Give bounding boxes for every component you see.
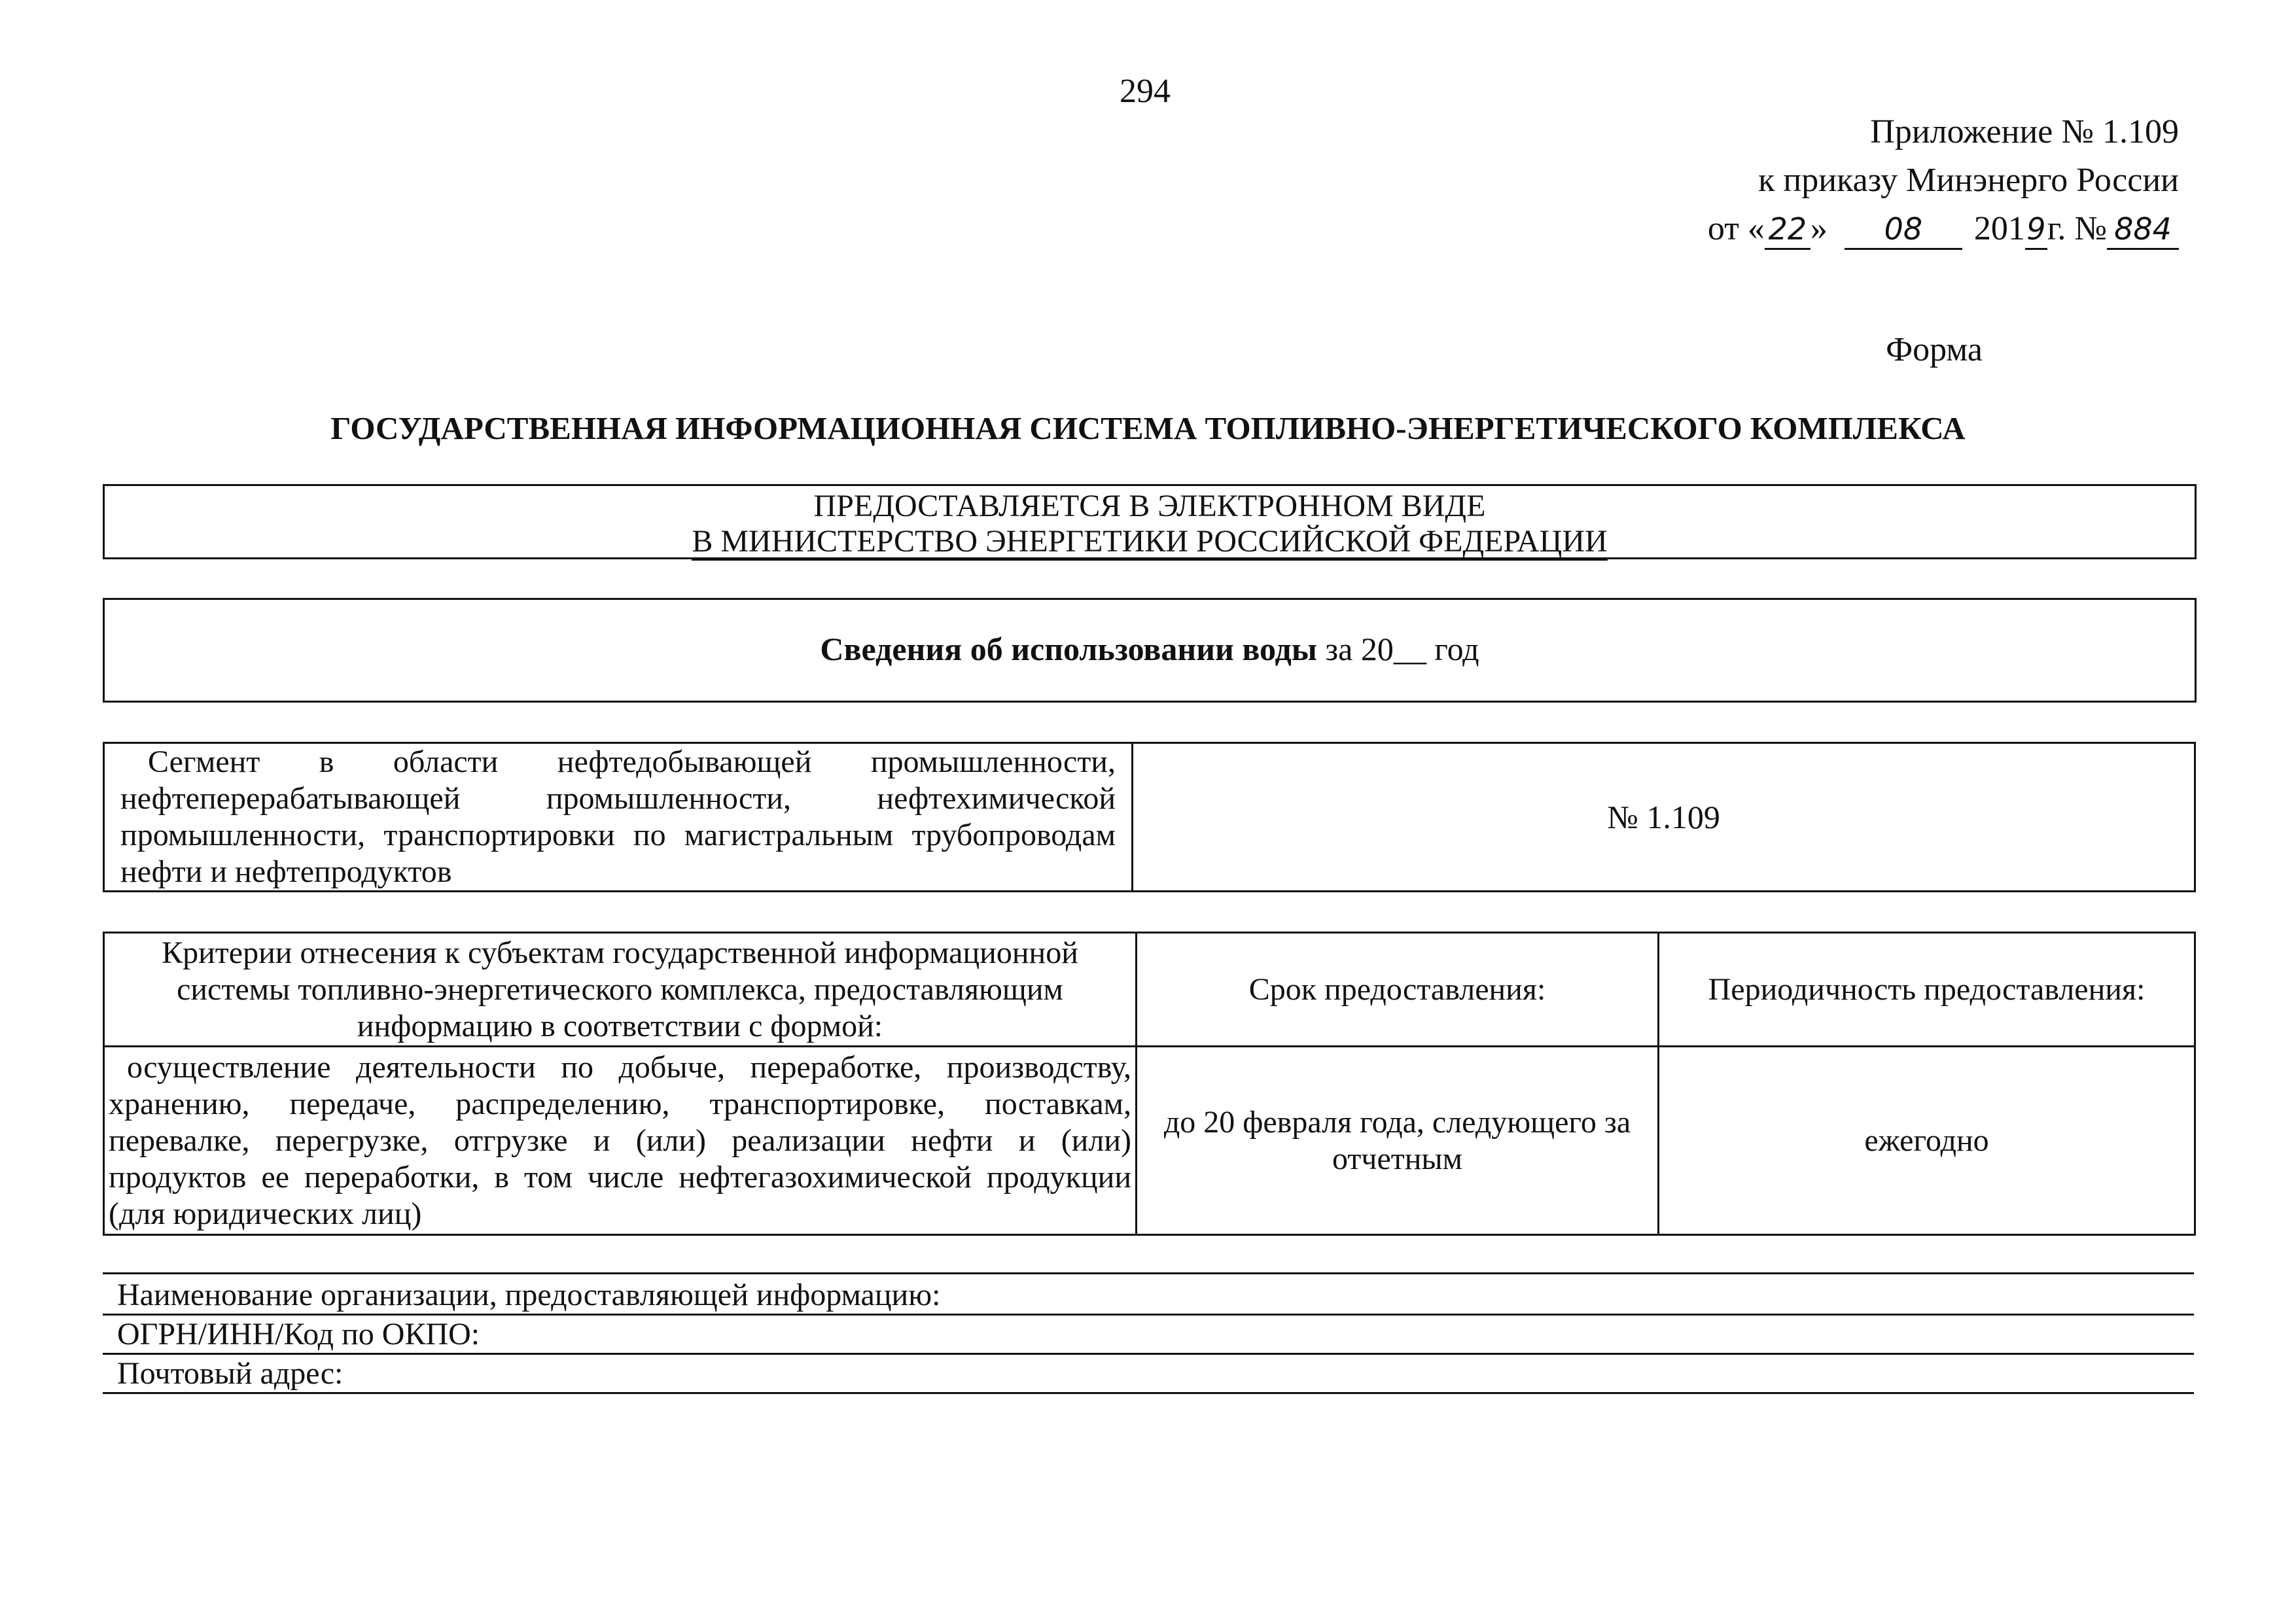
appendix-number: Приложение № 1.109 xyxy=(1870,113,2179,150)
periodicity-value: ежегодно xyxy=(1659,1047,2195,1235)
year-prefix: 201 xyxy=(1973,210,2025,247)
handwritten-order-number: 884 xyxy=(2107,210,2179,250)
notice-line-2: В МИНИСТЕРСТВО ЭНЕРГЕТИКИ РОССИЙСКОЙ ФЕДЕРАЦИИ xyxy=(692,524,1607,561)
criteria-value xyxy=(104,1047,1137,1235)
report-title-box xyxy=(103,598,2197,703)
segment-table xyxy=(103,742,2196,892)
report-title-bold: Сведения об использовании воды xyxy=(820,631,1317,667)
periodicity-header: Периодичность предоставления: xyxy=(1659,933,2195,1047)
number-label: г. № xyxy=(2047,210,2107,247)
date-prefix: от « xyxy=(1707,210,1765,247)
form-number: № 1.109 xyxy=(1133,743,2195,892)
segment-description-text: Сегмент в области нефтедобывающей промышленности, нефтеперерабатывающей промышленности, нефтехимической промышленности, транспортировки по магистральным трубопроводам нефти и нефтепродуктов xyxy=(120,744,1116,889)
org-address-field: Почтовый адрес: xyxy=(103,1355,2194,1394)
criteria-value-text: осуществление деятельности по добыче, переработке, производству, хранению, передаче, распределению, транспортировке, поставкам, перевалке, перегрузке, отгрузке и (или) реализации нефти и (или) продуктов ее переработки, в том числе нефтегазохимической продукции (для юридических лиц) xyxy=(109,1049,1131,1231)
form-label: Форма xyxy=(1886,331,1983,368)
deadline-header: Срок предоставления: xyxy=(1137,933,1659,1047)
criteria-table xyxy=(103,932,2196,1236)
handwritten-day: 22 xyxy=(1765,210,1810,250)
electronic-submission-notice xyxy=(103,484,2197,559)
appendix-date-line xyxy=(1623,205,2179,253)
segment-description xyxy=(104,743,1133,892)
criteria-header: Критерии отнесения к субъектам государственной информационной системы топливно-энергетического комплекса, предоставляющим информацию в соответствии с формой: xyxy=(104,933,1137,1047)
report-title-period: за 20__ год xyxy=(1316,631,1479,667)
system-title: ГОСУДАРСТВЕННАЯ ИНФОРМАЦИОННАЯ СИСТЕМА ТОПЛИВНО-ЭНЕРГЕТИЧЕСКОГО КОМПЛЕКСА xyxy=(330,410,1966,446)
org-name-field: Наименование организации, предоставляющей информацию: xyxy=(103,1277,2194,1316)
deadline-value: до 20 февраля года, следующего за отчетным xyxy=(1137,1047,1659,1235)
page-number: 294 xyxy=(1120,73,1171,110)
handwritten-year-digit: 9 xyxy=(2025,210,2047,250)
handwritten-month: 08 xyxy=(1845,210,1962,250)
org-ids-field: ОГРН/ИНН/Код по ОКПО: xyxy=(103,1316,2194,1355)
org-fields-top-rule xyxy=(103,1272,2194,1274)
appendix-order-ref: к приказу Минэнерго России xyxy=(1758,162,2179,199)
date-mid: » xyxy=(1810,210,1828,247)
notice-line-1: ПРЕДОСТАВЛЯЕТСЯ В ЭЛЕКТРОННОМ ВИДЕ xyxy=(813,489,1486,523)
appendix-header xyxy=(1623,108,2179,253)
